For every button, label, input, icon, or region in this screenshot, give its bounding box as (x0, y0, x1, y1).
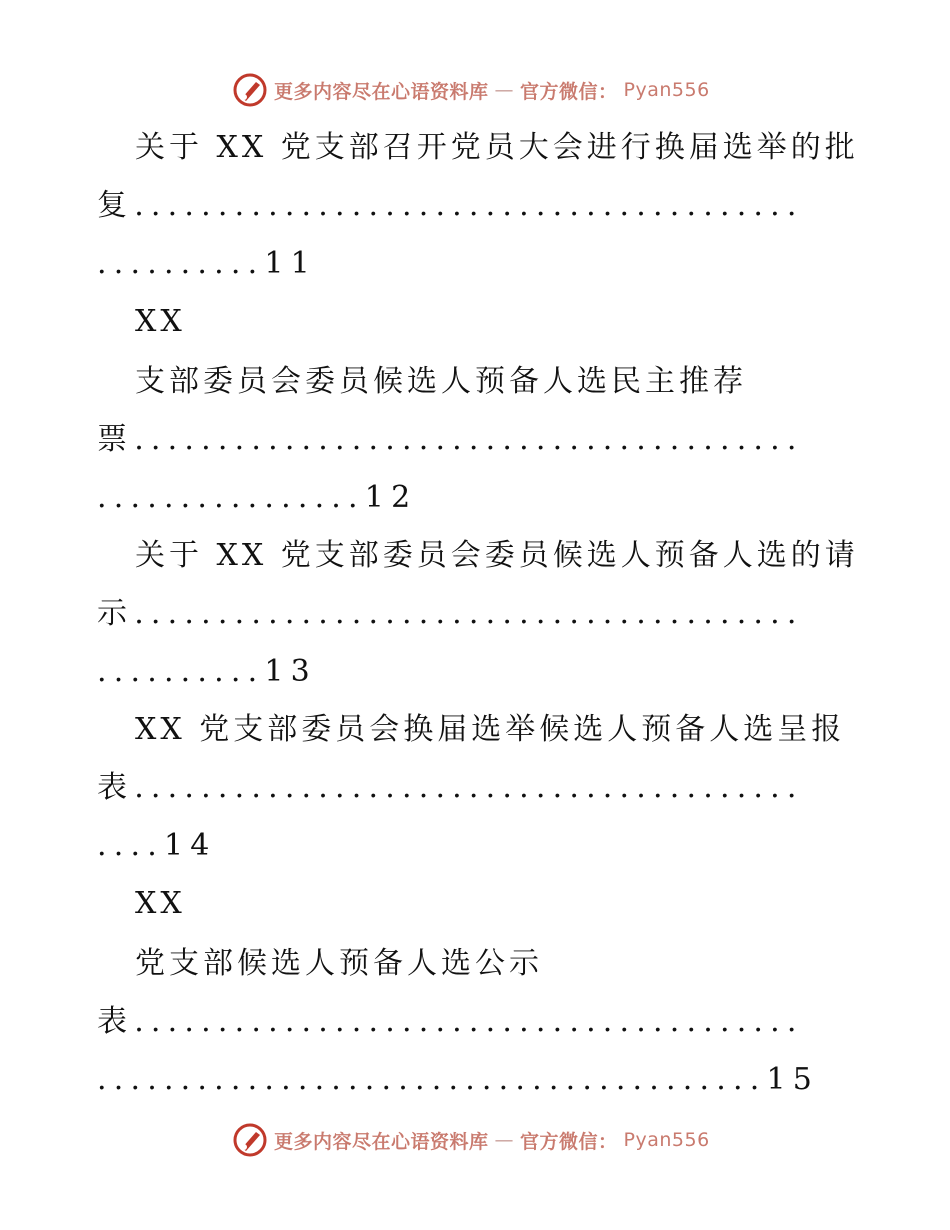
toc-entry-page: ................12 (97, 480, 418, 515)
footer-site-text: 更多内容尽在心语资料库 (274, 1130, 489, 1153)
footer-separator: — (494, 1129, 515, 1151)
pen-logo-icon (232, 1122, 268, 1158)
header-wechat-id: Pyan556 (623, 79, 710, 101)
toc-entry-page: ........................................15 (97, 1062, 820, 1097)
footer-wechat-id: Pyan556 (623, 1129, 710, 1151)
toc-entry-leader: 票........................................ (97, 422, 804, 457)
header-site-text: 更多内容尽在心语资料库 (274, 80, 489, 103)
toc-entry-leader: 示........................................ (97, 596, 804, 631)
toc-entry-leader: 表........................................ (97, 770, 804, 805)
toc-entry-title: 关于 XX 党支部委员会委员候选人预备人选的请 (135, 538, 859, 573)
pen-logo-icon (232, 72, 268, 108)
toc-entry-title: XX 党支部委员会换届选举候选人预备人选呈报 (135, 712, 846, 747)
header-banner (232, 70, 710, 110)
header-separator: — (494, 79, 515, 101)
toc-entry-title: 支部委员会委员候选人预备人选民主推荐 (135, 364, 747, 399)
header-wechat-label: 官方微信： (520, 80, 618, 103)
toc-entry-page: ..........13 (97, 654, 317, 689)
toc-entry-prefix: XX (135, 304, 186, 339)
toc-entry-prefix: XX (135, 886, 186, 921)
toc-entry-title: 党支部候选人预备人选公示 (135, 946, 543, 981)
toc-entry-title: 关于 XX 党支部召开党员大会进行换届选举的批 (135, 130, 859, 165)
toc-entry-page: ....14 (97, 828, 217, 863)
toc-entry-leader: 表........................................ (97, 1004, 804, 1039)
toc-entry-page: ..........11 (97, 246, 317, 281)
footer-banner (232, 1120, 710, 1160)
footer-wechat-label: 官方微信： (520, 1130, 618, 1153)
toc-entry-leader: 复........................................ (97, 188, 804, 223)
